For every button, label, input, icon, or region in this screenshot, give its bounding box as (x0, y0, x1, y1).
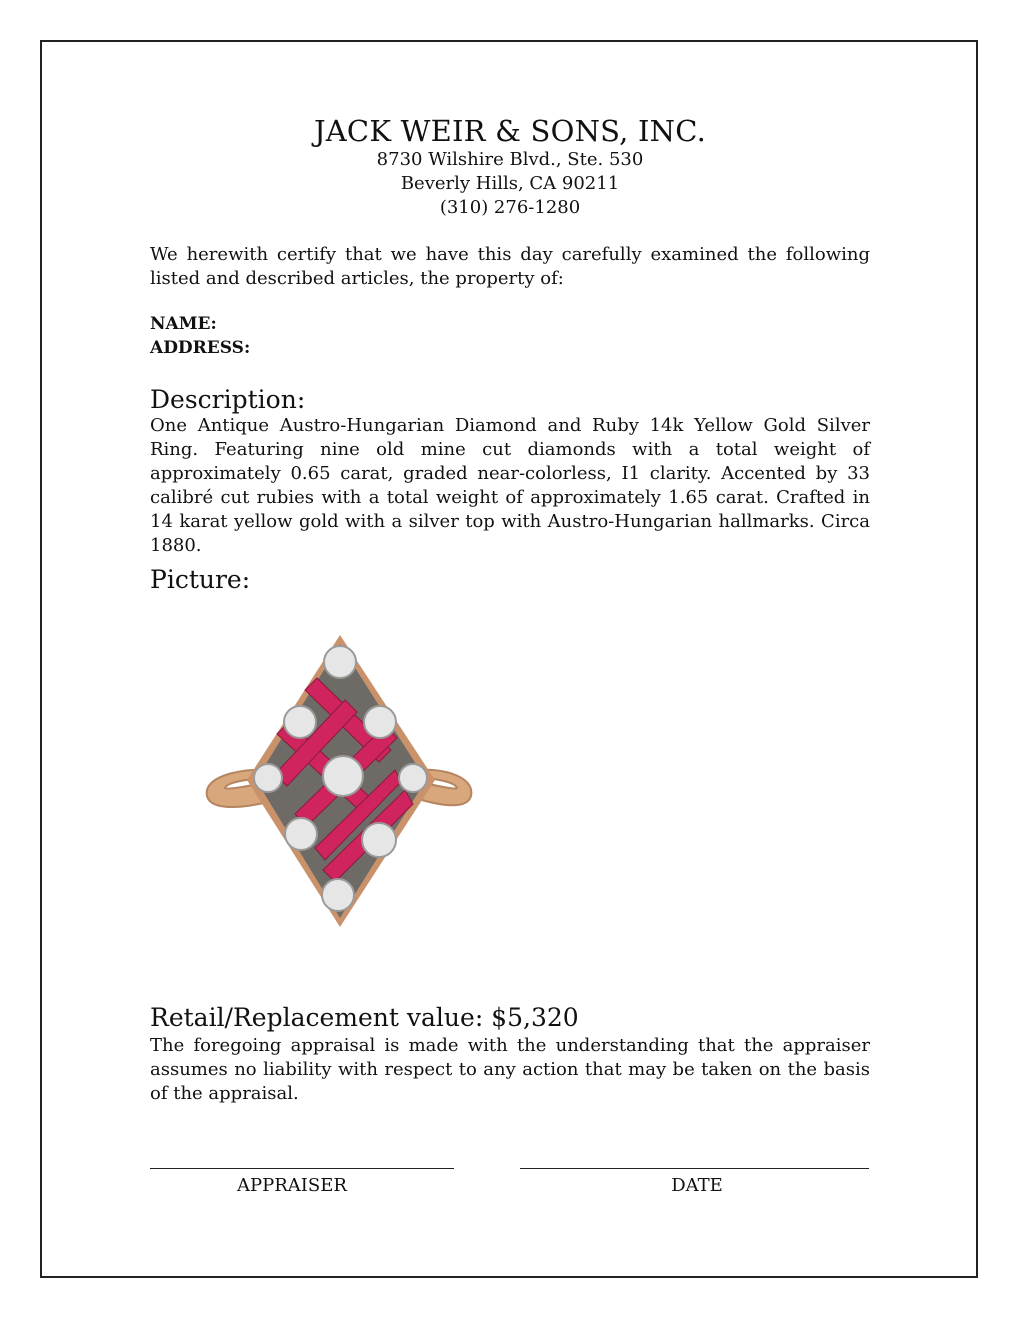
description-text: One Antique Austro-Hungarian Diamond and Ruby 14k Yellow Gold Silver Ring. Featuring nine old mine cut diamonds with a total weight of approximately 0.65 carat, graded near-colorless, I1 clarity. Accented by 33 calibré cut rubies with a total weight of approximately 1.65 carat. Crafted in 14 karat yellow gold with a silver top with Austro-Hungarian hallmarks. Circa 1880. (150, 415, 870, 556)
date-signature-line (520, 1168, 869, 1169)
company-address-line1: 8730 Wilshire Blvd., Ste. 530 (376, 149, 644, 170)
ring-photo (195, 630, 485, 930)
date-label: DATE (671, 1175, 723, 1196)
name-label: NAME: (150, 314, 217, 334)
picture-heading: Picture: (150, 565, 251, 594)
company-address-line2: Beverly Hills, CA 90211 (400, 173, 620, 194)
company-name: JACK WEIR & SONS, INC. (313, 114, 707, 148)
replacement-value-heading: Retail/Replacement value: $5,320 (150, 1003, 579, 1032)
appraiser-label: APPRAISER (237, 1175, 347, 1196)
company-phone: (310) 276-1280 (439, 197, 581, 218)
description-heading: Description: (150, 385, 306, 414)
address-label: ADDRESS: (150, 338, 251, 358)
intro-paragraph: We herewith certify that we have this day carefully examined the following listed and described articles, the property of: (150, 244, 870, 289)
disclaimer-text: The foregoing appraisal is made with the understanding that the appraiser assumes no liability with respect to any action that may be taken on the basis of the appraisal. (150, 1035, 870, 1104)
appraiser-signature-line (150, 1168, 454, 1169)
